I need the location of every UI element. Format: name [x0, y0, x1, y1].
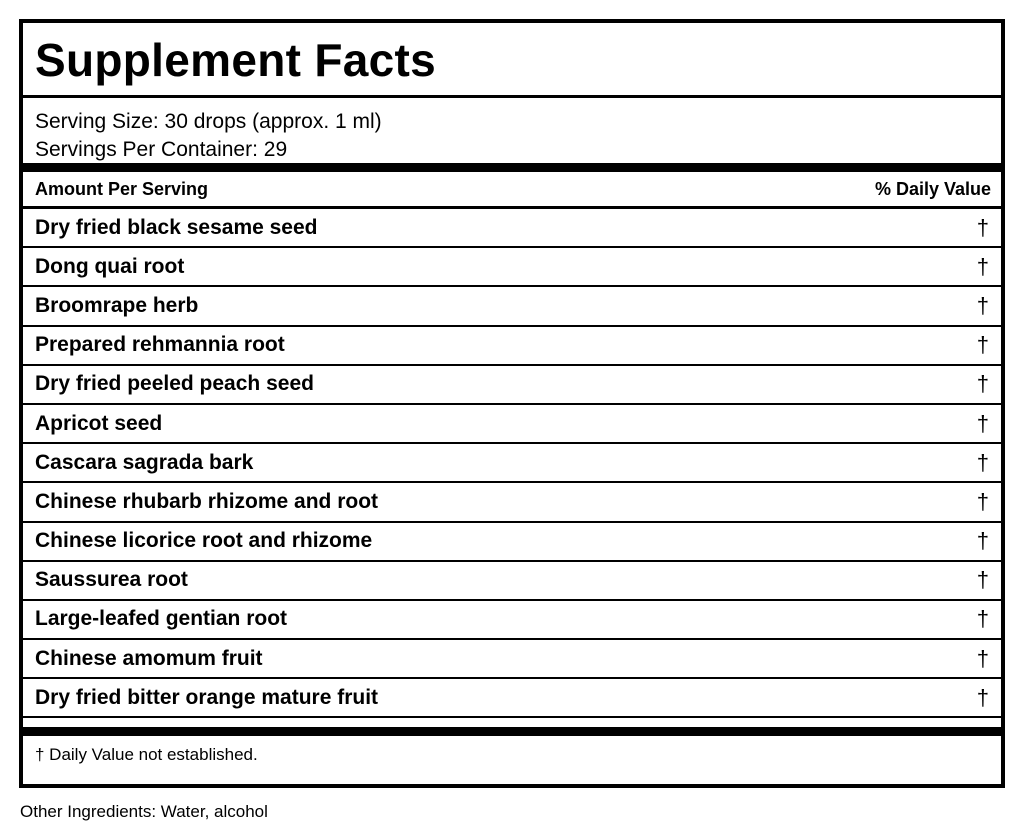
panel-title: Supplement Facts	[23, 23, 1001, 98]
daily-value-marker: †	[976, 645, 989, 671]
ingredient-name: Apricot seed	[35, 411, 163, 435]
daily-value-marker: †	[976, 332, 989, 358]
ingredient-row	[23, 366, 1001, 405]
daily-value-marker: †	[976, 449, 989, 475]
other-ingredients: Other Ingredients: Water, alcohol	[20, 802, 268, 821]
daily-value-header: % Daily Value	[874, 178, 991, 199]
ingredient-name: Dry fried bitter orange mature fruit	[35, 685, 379, 709]
daily-value-marker: †	[976, 410, 989, 436]
amount-per-serving-header: Amount Per Serving	[35, 178, 209, 199]
column-header-row	[23, 172, 1001, 209]
ingredient-name: Chinese licorice root and rhizome	[35, 529, 373, 553]
section-divider	[23, 727, 1001, 736]
ingredient-name: Broomrape herb	[35, 293, 199, 317]
ingredient-name: Cascara sagrada bark	[35, 450, 254, 474]
daily-value-marker: †	[976, 292, 989, 318]
daily-value-marker: †	[976, 606, 989, 632]
daily-value-marker: †	[976, 528, 989, 554]
ingredient-name: Dong quai root	[35, 254, 185, 278]
daily-value-marker: †	[976, 684, 989, 710]
ingredient-name: Dry fried peeled peach seed	[35, 372, 314, 396]
daily-value-marker: †	[976, 253, 989, 279]
ingredient-row	[23, 640, 1001, 679]
ingredient-row	[23, 444, 1001, 483]
serving-size: Serving Size: 30 drops (approx. 1 ml)	[35, 110, 382, 133]
ingredient-row	[23, 601, 1001, 640]
ingredient-row	[23, 209, 1001, 248]
ingredient-row	[23, 405, 1001, 444]
serving-info	[23, 98, 1001, 172]
servings-per-container: Servings Per Container: 29	[35, 138, 288, 161]
ingredient-row	[23, 562, 1001, 601]
ingredient-name: Dry fried black sesame seed	[35, 215, 318, 239]
ingredient-name: Chinese rhubarb rhizome and root	[35, 489, 379, 513]
ingredient-row	[23, 287, 1001, 326]
ingredient-row	[23, 483, 1001, 522]
ingredient-row	[23, 679, 1001, 718]
ingredient-name: Saussurea root	[35, 568, 188, 592]
daily-value-marker: †	[976, 488, 989, 514]
daily-value-marker: †	[976, 214, 989, 240]
ingredient-row	[23, 248, 1001, 287]
daily-value-footnote: † Daily Value not established.	[35, 745, 258, 765]
ingredient-list	[23, 209, 1001, 718]
ingredient-row	[23, 523, 1001, 562]
daily-value-marker: †	[976, 371, 989, 397]
ingredient-name: Chinese amomum fruit	[35, 646, 263, 670]
daily-value-marker: †	[976, 567, 989, 593]
ingredient-name: Prepared rehmannia root	[35, 333, 285, 357]
ingredient-name: Large-leafed gentian root	[35, 607, 288, 631]
supplement-facts-panel	[19, 19, 1005, 788]
ingredient-row	[23, 327, 1001, 366]
